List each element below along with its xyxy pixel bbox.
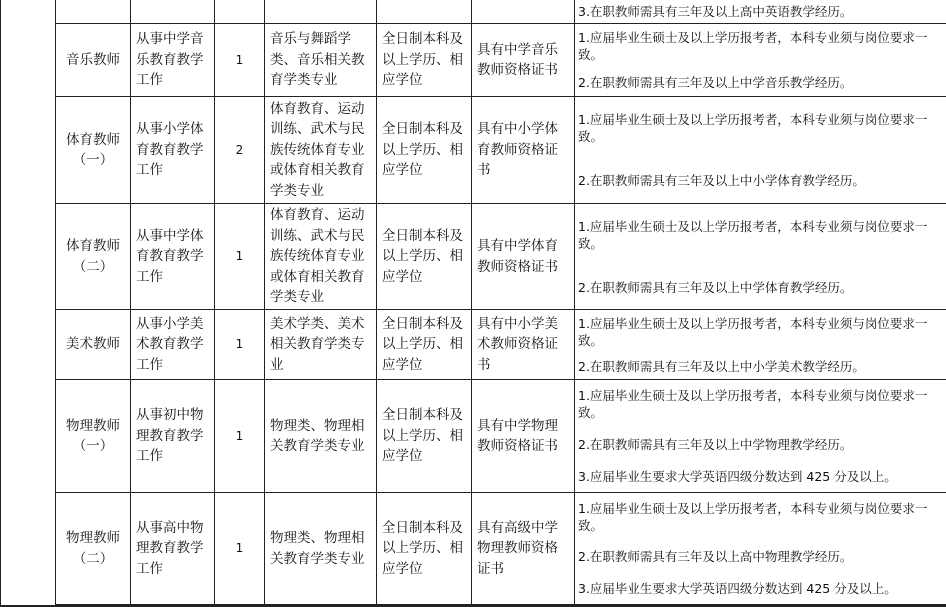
position-cell: 体育教师（一） (56, 97, 131, 204)
requirement-line: 1.应届毕业生硕士及以上学历报考者，本科专业须与岗位要求一致。 (578, 388, 928, 421)
qualification-cell: 具有中小学美术教师资格证书 (472, 310, 575, 380)
duty-cell: 从事小学美术教育教学工作 (131, 310, 215, 380)
requirements-cell (575, 204, 946, 310)
position-cell: 物理教师（二） (56, 493, 131, 605)
requirement-line: 3.应届毕业生要求大学英语四级分数达到 425 分及以上。 (578, 580, 897, 596)
education-cell: 全日制本科及以上学历、相应学位 (377, 97, 472, 204)
requirement-line: 1.应届毕业生硕士及以上学历报考者，本科专业须与岗位要求一致。 (578, 111, 928, 144)
prev-major-cell (265, 0, 377, 24)
requirements-cell (575, 493, 946, 605)
position-cell: 美术教师 (56, 310, 131, 380)
count-cell: 1 (215, 310, 265, 380)
duty-cell: 从事中学体育教育教学工作 (131, 204, 215, 310)
requirement-line: 2.在职教师需具有三年及以上中学体育教学经历。 (578, 279, 853, 295)
qualification-cell: 具有中学体育教师资格证书 (472, 204, 575, 310)
requirement-line: 1.应届毕业生硕士及以上学历报考者，本科专业须与岗位要求一致。 (578, 315, 928, 348)
count-cell: 2 (215, 97, 265, 204)
qualification-cell: 具有中学物理教师资格证书 (472, 380, 575, 493)
major-cell: 音乐与舞蹈学类、音乐相关教育学类专业 (265, 24, 377, 97)
qualification-cell: 具有中学音乐教师资格证书 (472, 24, 575, 97)
prev-requirement-cell: 3.在职教师需具有三年及以上高中英语教学经历。 (575, 0, 946, 24)
duty-cell: 从事初中物理教育教学工作 (131, 380, 215, 493)
requirement-line: 3.应届毕业生要求大学英语四级分数达到 425 分及以上。 (578, 468, 897, 484)
prev-count-cell (215, 0, 265, 24)
requirement-line: 2.在职教师需具有三年及以上中学音乐教学经历。 (578, 74, 853, 90)
requirements-cell (575, 97, 946, 204)
duty-cell: 从事高中物理教育教学工作 (131, 493, 215, 605)
education-cell: 全日制本科及以上学历、相应学位 (377, 204, 472, 310)
requirements-cell (575, 24, 946, 97)
table-merged-left-column (0, 0, 56, 607)
duty-cell: 从事中学音乐教育教学工作 (131, 24, 215, 97)
count-cell: 1 (215, 204, 265, 310)
major-cell: 物理类、物理相关教育学类专业 (265, 493, 377, 605)
requirement-line: 2.在职教师需具有三年及以上中学物理教学经历。 (578, 436, 853, 452)
requirement-line: 2.在职教师需具有三年及以上高中物理教学经历。 (578, 549, 853, 565)
prev-qualification-cell (472, 0, 575, 24)
education-cell: 全日制本科及以上学历、相应学位 (377, 493, 472, 605)
qualification-cell: 具有高级中学物理教师资格证书 (472, 493, 575, 605)
major-cell: 美术学类、美术相关教育学类专业 (265, 310, 377, 380)
prev-duty-cell (131, 0, 215, 24)
requirements-cell (575, 310, 946, 380)
count-cell: 1 (215, 24, 265, 97)
requirement-line: 1.应届毕业生硕士及以上学历报考者，本科专业须与岗位要求一致。 (578, 30, 928, 63)
education-cell: 全日制本科及以上学历、相应学位 (377, 24, 472, 97)
qualification-cell: 具有中小学体育教师资格证书 (472, 97, 575, 204)
requirement-line: 1.应届毕业生硕士及以上学历报考者，本科专业须与岗位要求一致。 (578, 501, 928, 534)
prev-position-cell (56, 0, 131, 24)
major-cell: 物理类、物理相关教育学类专业 (265, 380, 377, 493)
position-cell: 体育教师（二） (56, 204, 131, 310)
education-cell: 全日制本科及以上学历、相应学位 (377, 310, 472, 380)
education-cell: 全日制本科及以上学历、相应学位 (377, 380, 472, 493)
requirement-line: 1.应届毕业生硕士及以上学历报考者，本科专业须与岗位要求一致。 (578, 218, 928, 251)
position-cell: 物理教师（一） (56, 380, 131, 493)
position-cell: 音乐教师 (56, 24, 131, 97)
major-cell: 体育教育、运动训练、武术与民族传统体育专业或体育相关教育学类专业 (265, 204, 377, 310)
count-cell: 1 (215, 493, 265, 605)
prev-education-cell (377, 0, 472, 24)
count-cell: 1 (215, 380, 265, 493)
duty-cell: 从事小学体育教育教学工作 (131, 97, 215, 204)
requirements-cell (575, 380, 946, 493)
requirement-line: 2.在职教师需具有三年及以上中小学体育教学经历。 (578, 173, 865, 189)
requirement-line: 2.在职教师需具有三年及以上中小学美术教学经历。 (578, 358, 865, 374)
major-cell: 体育教育、运动训练、武术与民族传统体育专业或体育相关教育学类专业 (265, 97, 377, 204)
